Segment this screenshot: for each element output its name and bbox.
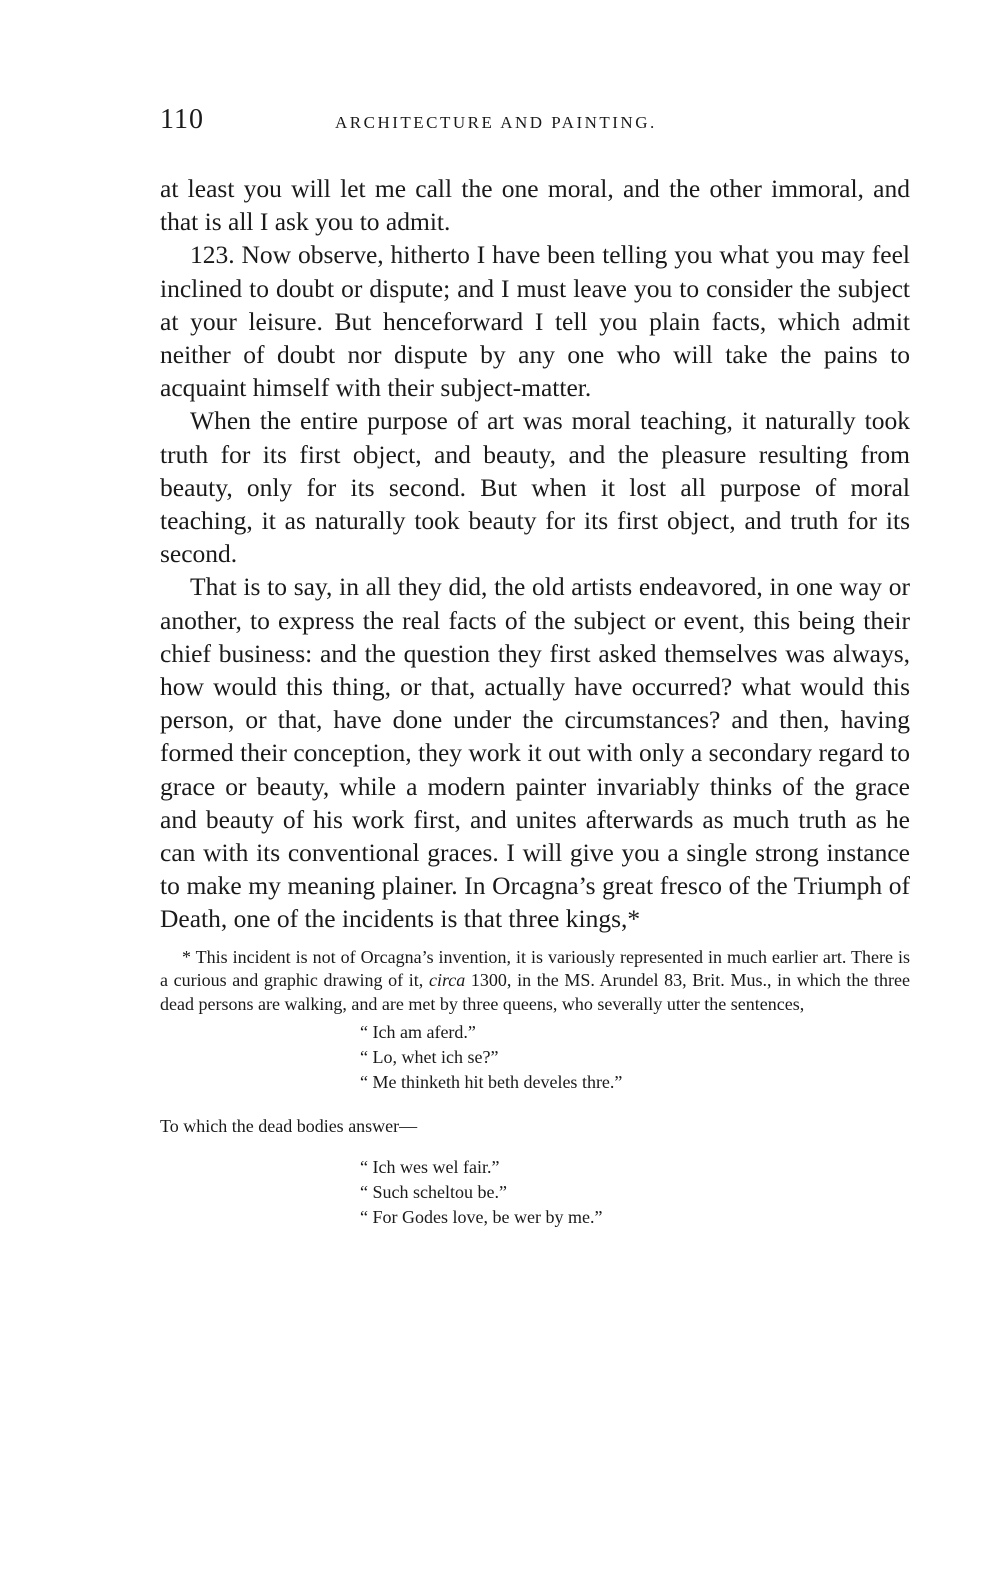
- page-number: 110: [160, 104, 204, 135]
- verse-line: “ Lo, whet ich se?”: [360, 1047, 499, 1068]
- verse-line: “ For Godes love, be wer by me.”: [360, 1207, 603, 1228]
- dead-verse: [360, 1155, 910, 1230]
- book-page: [160, 104, 910, 1230]
- footnote-intro: [160, 946, 910, 1017]
- paragraph-continuation: at least you will let me call the one moral, and the other immoral, and that is all I ask you to admit.: [160, 174, 910, 237]
- queens-verse: [360, 1020, 910, 1095]
- running-title: ARCHITECTURE AND PAINTING.: [335, 113, 657, 132]
- body-text: [160, 172, 910, 936]
- paragraph-old-artists: That is to say, in all they did, the old artists endeavored, in one way or another, to express the real facts of the subject or event, this being their chief business: and the question they first asked themselves was always, how would this thing, or that, actually have occurred? what would this person, or that, have done under the circumstances? and then, having formed their conception, they work it out with only a secondary regard to grace or beauty, while a modern painter invariably thinks of the grace and beauty of his work first, and unites afterwards as much truth as he can with its conventional graces. I will give you a single strong instance to make my meaning plainer. In Orcagna’s great fresco of the Triumph of Death, one of the incidents is that three kings,*: [160, 572, 910, 934]
- footnote-answer-intro: To which the dead bodies answer—: [160, 1116, 418, 1137]
- running-head: [160, 104, 910, 144]
- verse-line: “ Such scheltou be.”: [360, 1182, 507, 1203]
- footnote-intro-end: 1300, in the MS. Arundel 83, Brit. Mus., in which the three dead persons are walking, and are met by three queens, who severally utter the sentences,: [160, 970, 911, 1014]
- paragraph-123: 123. Now observe, hitherto I have been telling you what you may feel inclined to doubt or dispute; and I must leave you to consider the subject at your leisure. But henceforward I tell you plain facts, which admit neither of doubt nor dispute by any one who will take the pains to acquaint himself with their subject-matter.: [160, 240, 910, 403]
- verse-line: “ Me thinketh hit beth develes thre.”: [360, 1072, 623, 1093]
- footnote: [160, 946, 910, 1230]
- paragraph-moral-teaching: When the entire purpose of art was moral teaching, it naturally took truth for its first object, and beauty, and the pleasure resulting from beauty, only for its second. But when it lost all purpose of moral teaching, it as naturally took beauty for its first object, and truth for its second.: [160, 406, 910, 569]
- verse-line: “ Ich am aferd.”: [360, 1022, 476, 1043]
- footnote-intro-start: * This incident is not of Orcagna’s invention, it is variously represented in much earlier art. There is a curious and graphic drawing of it,: [160, 946, 910, 991]
- footnote-circa: circa: [428, 970, 466, 991]
- verse-line: “ Ich wes wel fair.”: [360, 1157, 500, 1178]
